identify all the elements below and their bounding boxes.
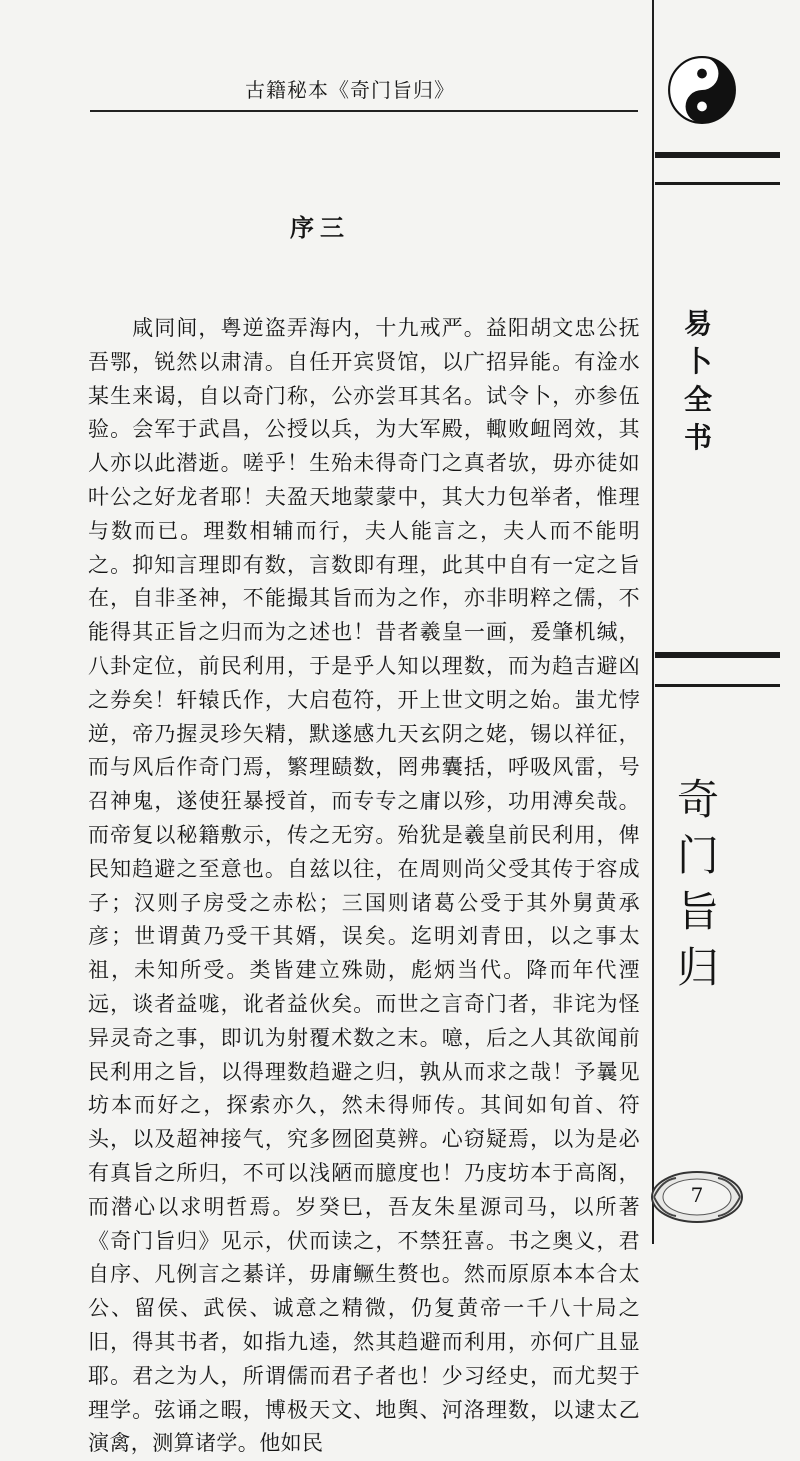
book-title-char: 奇 [676,775,719,824]
series-title-char: 卜 [683,345,712,378]
sidebar-rule-top [655,152,780,158]
series-title-char: 书 [683,421,712,454]
series-title [668,305,728,457]
chapter-title: 序三 [290,214,350,242]
book-title-char: 门 [676,831,719,880]
series-title-char: 全 [683,383,712,416]
body-paragraph: 咸同间，粤逆盗弄海内，十九戒严。益阳胡文忠公抚吾鄂，锐然以肃清。自任开宾贤馆，以广招异能。有淦水某生来谒，自以奇门称，公亦尝耳其名。试令卜，亦参伍验。会军于武昌，公授以兵，为大军殿，輙败衄罔效，其人亦以此潜逝。嗟乎！生殆未得奇门之真者欤，毋亦徒如叶公之好龙者耶！夫盈天地蒙蒙中，其大力包举者，惟理与数而已。理数相辅而行，夫人能言之，夫人而不能明之。抑知言理即有数，言数即有理，此其中自有一定之旨在，自非圣神，不能撮其旨而为之作，亦非明粹之儒，不能得其正旨之归而为之述也！昔者羲皇一画，爰肇机缄，八卦定位，前民利用，于是乎人知以理数，而为趋吉避凶之券矣！轩辕氏作，大启苞符，开上世文明之始。蚩尤悖逆，帝乃握灵珍矢精，默遂感九天玄阴之姥，锡以祥征，而与风后作奇门焉，繁理赜数，罔弗囊括，呼吸风雷，号召神鬼，遂使狂暴授首，而专专之庸以殄，功用溥矣哉。而帝复以秘籍敷示，传之无穷。殆犹是羲皇前民利用，俾民知趋避之至意也。自兹以往，在周则尚父受其传于容成子；汉则子房受之赤松；三国则诸葛公受于其外舅黄承彦；世谓黄乃受干其婿，误矣。迄明刘青田，以之事太祖，未知所受。类皆建立殊勋，彪炳当代。降而年代湮远，谈者益哤，讹者益伙矣。而世之言奇门者，非诧为怪异灵奇之事，即讥为射覆术数之末。噫，后之人其欲闻前民利用之旨，以得理数趋避之归，孰从而求之哉！予曩见坊本而好之，探索亦久，然未得师传。其间如旬首、符头，以及超神接气，究多囫囵莫辨。心窃疑焉，以为是必有真旨之所归，不可以浅陋而臆度也！乃庋坊本于高阁，而潜心以求明哲焉。岁癸巳，吾友朱星源司马，以所著《奇门旨归》见示，伏而读之，不禁狂喜。书之奥义，君自序、凡例言之綦详，毋庸鳜生赘也。然而原原本本合太公、留侯、武侯、诚意之精微，仍复黄帝一千八十局之旧，得其书者，如指九逵，然其趋避而利用，亦何广且显耶。君之为人，所谓儒而君子者也！少习经史，而尤契于理学。弦诵之暇，博极天文、地舆、河洛理数，以逮太乙演禽，测算诸学。他如民 [88,316,640,1456]
sidebar-rule-middle-thin [655,684,780,687]
page-edge-line [652,0,654,1244]
series-title-char: 易 [683,307,712,340]
book-title [668,772,728,996]
taiji-icon [667,55,737,125]
header-rule [90,110,638,112]
sidebar-rule-top-thin [655,182,780,185]
sidebar-rule-middle [655,652,780,658]
running-header: 古籍秘本《奇门旨归》 [245,78,455,102]
page-number: 7 [690,1183,704,1207]
book-title-char: 归 [676,943,719,992]
book-title-char: 旨 [676,887,719,936]
body-text [88,312,640,1461]
